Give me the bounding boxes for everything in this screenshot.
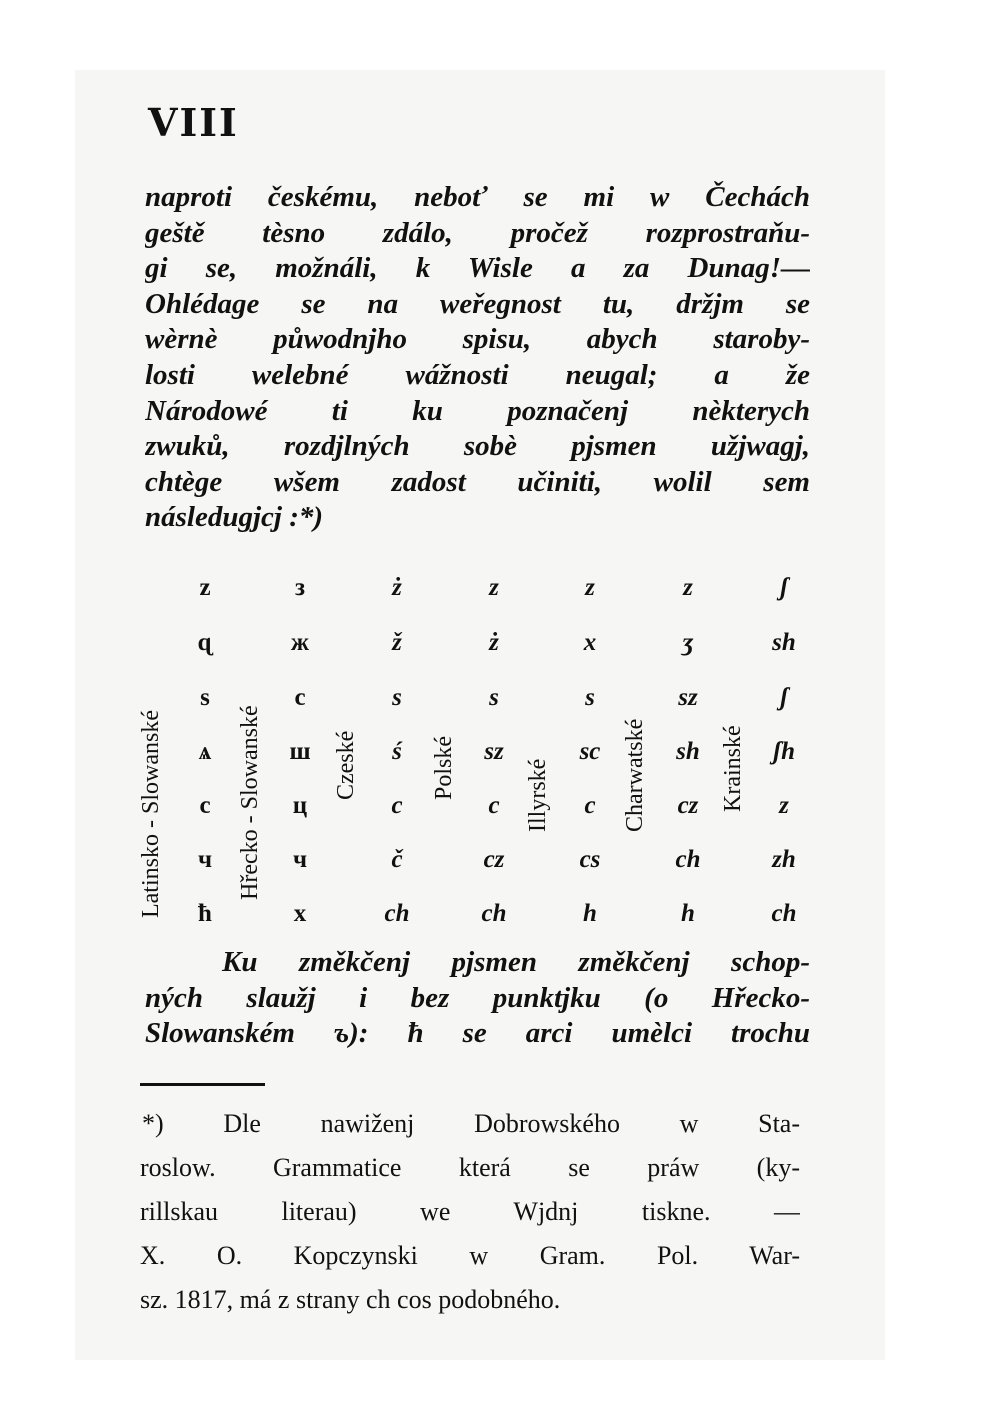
column-header-latinsko-slowanske: Latinsko - Slowanské: [138, 710, 164, 918]
table-cell: sh: [772, 629, 796, 656]
text-line: zwuků, rozdjlných sobè pjsmen užjwagj,: [145, 430, 810, 463]
table-cell: s: [392, 684, 402, 711]
table-cell: ž: [392, 629, 402, 656]
text-line: následugjcj :*): [145, 501, 324, 534]
table-cell: ʃh: [772, 738, 796, 765]
table-cell: cz: [677, 792, 699, 819]
page-number: VIII: [148, 100, 239, 145]
column-header-polske: Polské: [431, 735, 457, 800]
table-cell: sh: [676, 738, 700, 765]
table-cell: x: [583, 629, 597, 656]
table-cell: sz: [484, 738, 504, 765]
table-cell: ʃ: [779, 684, 789, 711]
table-cell: ʃ: [779, 574, 789, 601]
text-line: chtège wšem zadost učiniti, wolil sem: [145, 465, 810, 498]
table-cell: з: [294, 574, 306, 601]
table-cell: cs: [579, 846, 601, 873]
table-cell: ch: [675, 846, 701, 873]
table-cell: s: [585, 684, 595, 711]
table-cell: ч: [292, 846, 308, 873]
footnote: [140, 1102, 800, 1322]
table-cell: ż: [392, 574, 402, 601]
table-cell: z: [779, 792, 789, 819]
table-cell: ch: [771, 900, 797, 927]
table-cell: z: [585, 574, 595, 601]
paragraph-softening: [145, 945, 810, 1052]
table-cell: ц: [292, 792, 308, 819]
table-cell: ɋ: [198, 629, 212, 656]
table-cell: ż: [489, 629, 499, 656]
table-cell: ш: [289, 738, 311, 765]
table-cell: c: [391, 792, 403, 819]
table-cell: c: [199, 792, 211, 819]
table-cell: s: [489, 684, 499, 711]
table-cell: c: [584, 792, 596, 819]
column-header-krainske: Krainské: [720, 725, 746, 812]
text-line: ných slaužj i bez punktjku (o Hřecko-: [145, 981, 810, 1014]
table-cell: с: [294, 684, 306, 711]
table-cell: х: [293, 900, 307, 927]
text-line: Ohlédage se na weřegnost tu, držjm se: [145, 287, 810, 320]
column-header-hrecko-slowanske: Hřecko - Slowanské: [237, 705, 263, 900]
table-cell: h: [681, 900, 695, 927]
table-cell: c: [488, 792, 500, 819]
table-cell: ѕ: [200, 684, 210, 711]
table-cell: ʒ: [682, 629, 694, 656]
table-cell: č: [391, 846, 403, 873]
table-cell: z: [683, 574, 693, 601]
footnote-divider: [140, 1083, 265, 1086]
text-line: gi se, možnáli, k Wisle a za Dunag!—: [145, 252, 810, 285]
table-cell: z: [489, 574, 499, 601]
table-cell: cz: [483, 846, 505, 873]
table-cell: ч: [197, 846, 213, 873]
table-cell: z: [199, 574, 211, 601]
footnote-line: *) Dle nawiženj Dobrowského w Sta-: [142, 1109, 800, 1138]
table-cell: ж: [290, 629, 310, 656]
footnote-line: X. O. Kopczynski w Gram. Pol. War-: [140, 1241, 800, 1270]
text-line: Ku změkčenj pjsmen změkčenj schop-: [222, 946, 810, 978]
footnote-line: sz. 1817, má z strany ch cos podobného.: [140, 1285, 561, 1314]
table-cell: ħ: [198, 900, 212, 927]
text-line: losti welebné wážnosti neugal; a že: [145, 358, 810, 391]
table-cell: sz: [678, 684, 698, 711]
column-header-czeske: Czeské: [333, 730, 359, 800]
table-cell: ś: [392, 738, 402, 765]
table-cell: ch: [384, 900, 410, 927]
column-header-illyrske: Illyrské: [525, 758, 551, 832]
text-line: Slowanském ъ): ħ se arci umèlci trochu: [145, 1017, 810, 1050]
column-header-charwatske: Charwatské: [622, 718, 648, 832]
text-line: naproti českému, neboť se mi w Čechách: [145, 181, 810, 213]
table-cell: sc: [579, 738, 601, 765]
text-line: wèrnè půwodnjho spisu, abych staroby-: [145, 323, 810, 356]
paragraph-intro: [145, 180, 810, 536]
footnote-line: roslow. Grammatice která se práw (ky-: [140, 1153, 800, 1182]
table-cell: ch: [481, 900, 507, 927]
table-cell: h: [583, 900, 597, 927]
table-cell: zh: [772, 846, 796, 873]
text-line: Národowé ti ku poznačenj nèkterych: [145, 394, 810, 427]
footnote-line: rillskau literau) we Wjdnj tiskne. —: [140, 1197, 800, 1226]
table-cell: ѧ: [198, 738, 212, 765]
text-line: geště tèsno zdálo, pročež rozprostraňu-: [145, 216, 810, 249]
